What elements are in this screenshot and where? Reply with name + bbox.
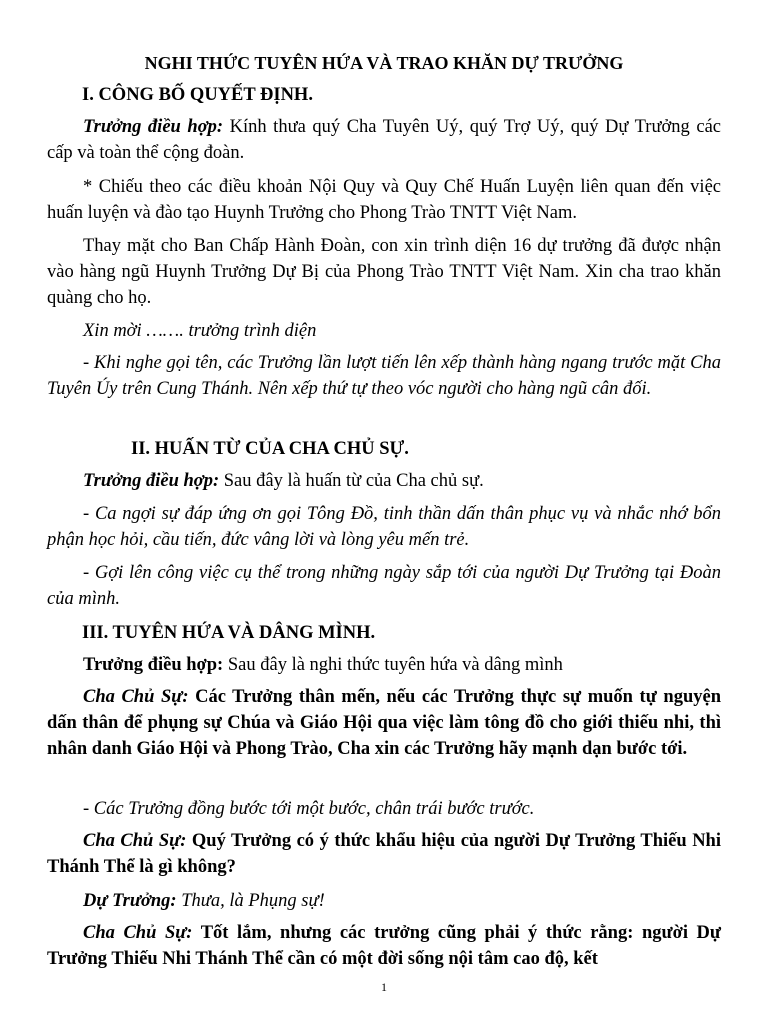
section-heading-3: III. TUYÊN HỨA VÀ DÂNG MÌNH. <box>82 623 376 643</box>
speaker-label: Trưởng điều hợp: <box>83 471 220 491</box>
paragraph <box>47 684 721 762</box>
paragraph: Thay mặt cho Ban Chấp Hành Đoàn, con xin trình diện 16 dự trưởng đã được nhận vào hàng ngũ Huynh Trưởng Dự Bị của Phong Trào TNTT Việt Nam. Xin cha trao khăn quàng cho họ. <box>47 236 721 308</box>
paragraph: - Ca ngợi sự đáp ứng ơn gọi Tông Đồ, tinh thần dấn thân phục vụ và nhắc nhớ bổn phận học hỏi, cầu tiến, đức vâng lời và lòng yêu mến trẻ. <box>47 504 721 550</box>
speaker-label: Cha Chủ Sự: <box>83 923 193 943</box>
speaker-label: Cha Chủ Sự: <box>83 831 187 851</box>
section-heading-2: II. HUẤN TỪ CỦA CHA CHỦ SỰ. <box>131 439 409 459</box>
paragraph-text: Thưa, là Phụng sự! <box>176 891 325 911</box>
section-heading-1: I. CÔNG BỐ QUYẾT ĐỊNH. <box>82 85 313 105</box>
speaker-label: Trưởng điều hợp: <box>83 117 224 137</box>
paragraph <box>47 828 721 880</box>
paragraph-text: Kính thưa quý Cha Tuyên Uý, quý Trợ Uý, quý Dự Trưởng các cấp và toàn thể cộng đoàn. <box>47 117 721 163</box>
paragraph: * Chiếu theo các điều khoản Nội Quy và Quy Chế Huấn Luyện liên quan đến việc huấn luyện và đào tạo Huynh Trưởng cho Phong Trào TNTT Việt Nam. <box>47 177 721 223</box>
paragraph-text: Các Trưởng thân mến, nếu các Trưởng thực sự muốn tự nguyện dấn thân để phụng sự Chúa và Giáo Hội qua việc làm tông đồ cho giới thiếu nhi, thì nhân danh Giáo Hội và Phong Trào, Cha xin các Trưởng hãy mạnh dạn bước tới. <box>47 687 721 759</box>
speaker-label: Cha Chủ Sự: <box>83 687 189 707</box>
paragraph <box>47 652 721 678</box>
paragraph-text: Quý Trưởng có ý thức khẩu hiệu của người Dự Trưởng Thiếu Nhi Thánh Thể là gì không? <box>47 831 721 877</box>
paragraph <box>47 920 721 972</box>
paragraph: - Các Trưởng đồng bước tới một bước, chân trái bước trước. <box>83 799 535 819</box>
paragraph: Xin mời ……. trưởng trình diện <box>83 321 317 341</box>
paragraph <box>47 888 721 914</box>
paragraph: - Gợi lên công việc cụ thể trong những ngày sắp tới của người Dự Trưởng tại Đoàn của mình. <box>47 563 721 609</box>
page-number: 1 <box>381 980 387 994</box>
paragraph: - Khi nghe gọi tên, các Trưởng lần lượt tiến lên xếp thành hàng ngang trước mặt Cha Tuyên Úy trên Cung Thánh. Nên xếp thứ tự theo vóc người cho hàng ngũ cân đối. <box>47 353 721 399</box>
paragraph-text: Sau đây là huấn từ của Cha chủ sự. <box>219 471 484 491</box>
speaker-label: Trưởng điều hợp: <box>83 655 224 675</box>
paragraph-text: Tốt lắm, nhưng các trưởng cũng phải ý thức rằng: người Dự Trưởng Thiếu Nhi Thánh Thể cần có một đời sống nội tâm cao độ, kết <box>47 923 721 969</box>
paragraph-text: Sau đây là nghi thức tuyên hứa và dâng mình <box>223 655 563 675</box>
document-title: NGHI THỨC TUYÊN HỨA VÀ TRAO KHĂN DỰ TRƯỞNG <box>144 53 624 73</box>
paragraph <box>47 114 721 166</box>
paragraph <box>47 468 721 494</box>
speaker-label: Dự Trưởng: <box>83 891 177 911</box>
